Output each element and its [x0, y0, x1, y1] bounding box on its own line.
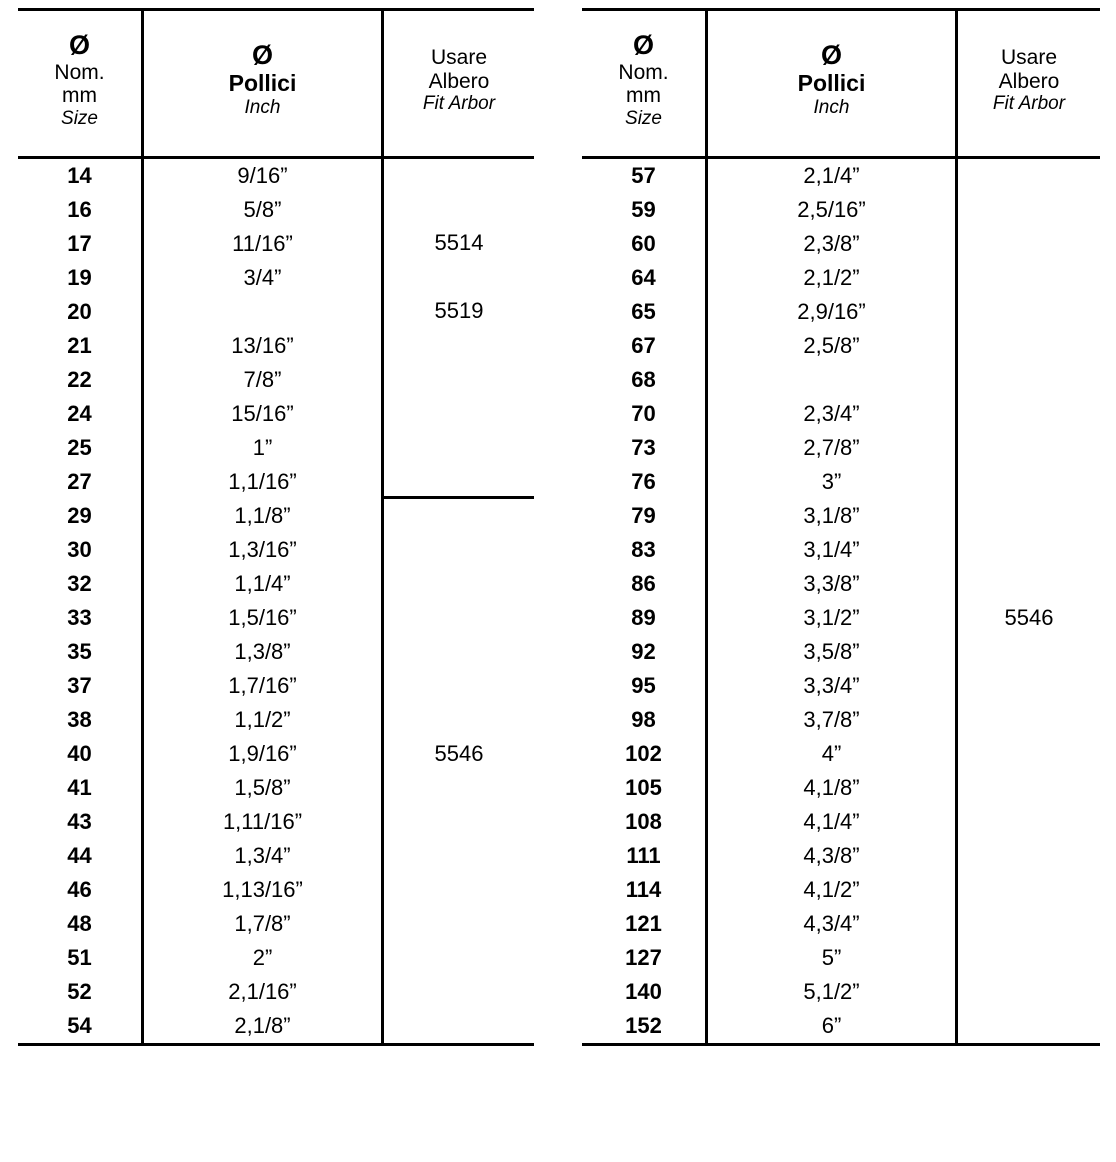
table-header-right [582, 11, 1100, 159]
header-inch-left [144, 11, 384, 156]
cell-inch: 4,1/8” [803, 775, 860, 800]
cell-fit-arbor-empty [456, 192, 462, 226]
column-inch-right [708, 159, 958, 1043]
cell-fit-arbor-empty [1026, 159, 1032, 193]
cell-inch: 1,1/2” [234, 707, 291, 732]
header-nominal-mm-right [582, 11, 708, 156]
cell-fit-arbor-empty [1026, 295, 1032, 329]
header-fit-arbor-label: Fit Arbor [422, 93, 496, 115]
arbor-group [958, 159, 1100, 1043]
cell-nominal-mm: 37 [67, 673, 92, 698]
cell-inch: 2,3/8” [803, 231, 860, 256]
cell-nominal-mm: 22 [67, 367, 92, 392]
header-inch-label: Inch [813, 97, 850, 119]
cell-fit-arbor-empty [1026, 737, 1032, 771]
cell-fit-arbor-empty [1026, 669, 1032, 703]
cell-inch: 3,5/8” [803, 639, 860, 664]
cell-fit-arbor: 5546 [1004, 605, 1054, 630]
cell-nominal-mm: 65 [631, 299, 656, 324]
cell-inch: 5” [821, 945, 842, 970]
cell-fit-arbor-empty [1026, 261, 1032, 295]
cell-nominal-mm: 14 [67, 163, 92, 188]
cell-fit-arbor-empty [456, 499, 462, 533]
cell-nominal-mm: 73 [631, 435, 656, 460]
cell-inch: 9/16” [237, 163, 288, 188]
cell-nominal-mm: 89 [631, 605, 656, 630]
cell-inch: 3” [821, 469, 842, 494]
cell-fit-arbor: 5514 [434, 229, 484, 255]
header-size-label: Size [625, 107, 662, 129]
cell-inch: 2,1/8” [234, 1013, 291, 1038]
cell-fit-arbor-empty [456, 839, 462, 873]
cell-nominal-mm: 29 [67, 503, 92, 528]
cell-fit-arbor-empty [456, 328, 462, 362]
cell-inch: 2,7/8” [803, 435, 860, 460]
cell-inch: 1,3/8” [234, 639, 291, 664]
header-size-label: Size [61, 107, 98, 129]
cell-nominal-mm: 95 [631, 673, 656, 698]
cell-fit-arbor-empty [456, 771, 462, 805]
cell-fit-arbor-empty [456, 260, 462, 294]
cell-nominal-mm: 44 [67, 843, 92, 868]
cell-fit-arbor: 5546 [434, 741, 484, 766]
cell-inch: 3/4” [243, 265, 282, 290]
cell-inch: 2,1/2” [803, 265, 860, 290]
header-arbor-left [384, 11, 534, 156]
cell-nominal-mm: 152 [625, 1013, 662, 1038]
cell-fit-arbor-empty [456, 362, 462, 396]
cell-fit-arbor-empty [456, 703, 462, 737]
column-mm-right [582, 159, 708, 1043]
cell-fit-arbor-empty [456, 669, 462, 703]
diameter-symbol-icon: Ø [251, 40, 273, 71]
cell-inch: 1,5/16” [228, 605, 297, 630]
cell-nominal-mm: 79 [631, 503, 656, 528]
header-nominal-mm-left [18, 11, 144, 156]
cell-fit-arbor-empty [1026, 907, 1032, 941]
cell-fit-arbor-empty [456, 873, 462, 907]
cell-fit-arbor-empty [456, 464, 462, 498]
cell-inch: 1,7/16” [228, 673, 297, 698]
cell-fit-arbor-empty [456, 635, 462, 669]
cell-inch: 2,5/8” [803, 333, 860, 358]
cell-inch: 4” [821, 741, 842, 766]
cell-nominal-mm: 46 [67, 877, 92, 902]
cell-nominal-mm: 17 [67, 231, 92, 256]
cell-fit-arbor-empty [1026, 703, 1032, 737]
cell-nominal-mm: 32 [67, 571, 92, 596]
cell-inch: 7/8” [243, 367, 282, 392]
cell-nominal-mm: 102 [625, 741, 662, 766]
cell-inch: 2,5/16” [797, 197, 866, 222]
cell-fit-arbor-empty [456, 907, 462, 941]
cell-nominal-mm: 41 [67, 775, 92, 800]
cell-inch: 5,1/2” [803, 979, 860, 1004]
cell-fit-arbor-empty [456, 1009, 462, 1043]
cell-fit-arbor-empty [1026, 873, 1032, 907]
cell-inch: 1,11/16” [222, 809, 303, 834]
cell-nominal-mm: 33 [67, 605, 92, 630]
cell-nominal-mm: 43 [67, 809, 92, 834]
cell-fit-arbor-empty [1026, 329, 1032, 363]
cell-fit-arbor-empty [1026, 567, 1032, 601]
cell-fit-arbor-empty [1026, 431, 1032, 465]
cell-fit-arbor-empty [456, 396, 462, 430]
header-usare-label: Usare [1000, 46, 1058, 70]
cell-inch: 11/16” [232, 231, 293, 256]
cell-inch: 5/8” [243, 197, 282, 222]
cell-inch: 3,3/4” [803, 673, 860, 698]
cell-nominal-mm: 35 [67, 639, 92, 664]
cell-inch: 2,3/4” [803, 401, 860, 426]
cell-fit-arbor-empty [1026, 465, 1032, 499]
cell-inch: 1,3/16” [228, 537, 297, 562]
table-body-left [18, 159, 534, 1043]
cell-nominal-mm: 19 [67, 265, 92, 290]
cell-inch: 3,1/4” [803, 537, 860, 562]
cell-fit-arbor-empty [1026, 805, 1032, 839]
cell-inch: 2,1/16” [228, 979, 297, 1004]
cell-inch: 4,1/4” [803, 809, 860, 834]
cell-nominal-mm: 60 [631, 231, 656, 256]
cell-inch: 1,7/8” [234, 911, 291, 936]
header-nom-label: Nom. [618, 60, 669, 84]
arbor-group [384, 159, 534, 499]
header-mm-label: mm [62, 84, 97, 108]
column-mm-left [18, 159, 144, 1043]
cell-inch: 13/16” [231, 333, 294, 358]
cell-inch: 1,9/16” [228, 741, 297, 766]
arbor-group [384, 499, 534, 1043]
cell-fit-arbor-empty [456, 941, 462, 975]
header-pollici-label: Pollici [228, 70, 297, 97]
cell-fit-arbor-empty [456, 601, 462, 635]
cell-inch: 15/16” [231, 401, 294, 426]
cell-nominal-mm: 52 [67, 979, 92, 1004]
cell-nominal-mm: 25 [67, 435, 92, 460]
cell-fit-arbor-empty [1026, 363, 1032, 397]
cell-inch: 3,1/8” [803, 503, 860, 528]
cell-inch: 3,1/2” [803, 605, 860, 630]
diameter-table-left [18, 8, 534, 1046]
cell-fit-arbor-empty [1026, 227, 1032, 261]
cell-nominal-mm: 48 [67, 911, 92, 936]
cell-nominal-mm: 67 [631, 333, 656, 358]
cell-fit-arbor-empty [1026, 975, 1032, 1009]
cell-inch: 1,5/8” [234, 775, 291, 800]
cell-fit-arbor-empty [1026, 941, 1032, 975]
cell-inch: 4,3/4” [803, 911, 860, 936]
cell-nominal-mm: 21 [67, 333, 92, 358]
cell-inch: 1,1/4” [234, 571, 291, 596]
cell-fit-arbor-empty [1026, 839, 1032, 873]
cell-nominal-mm: 68 [631, 367, 656, 392]
cell-fit-arbor-empty [1026, 771, 1032, 805]
cell-fit-arbor-empty [1026, 397, 1032, 431]
cell-fit-arbor-empty [456, 975, 462, 1009]
cell-inch: 6” [821, 1013, 842, 1038]
cell-inch: 1,13/16” [222, 877, 303, 902]
cell-inch: 1,1/16” [228, 469, 297, 494]
diameter-symbol-icon: Ø [632, 29, 654, 60]
cell-fit-arbor-empty [456, 430, 462, 464]
header-albero-label: Albero [998, 69, 1060, 93]
cell-inch: 4,1/2” [803, 877, 860, 902]
cell-nominal-mm: 92 [631, 639, 656, 664]
cell-fit-arbor-empty [456, 567, 462, 601]
cell-nominal-mm: 127 [625, 945, 662, 970]
cell-fit-arbor-empty [1026, 499, 1032, 533]
cell-fit-arbor-empty [1026, 635, 1032, 669]
column-inch-left [144, 159, 384, 1043]
diameter-table-right [582, 8, 1100, 1046]
cell-nominal-mm: 16 [67, 197, 92, 222]
header-arbor-right [958, 11, 1100, 156]
diameter-symbol-icon: Ø [68, 29, 90, 60]
cell-inch: 1,3/4” [234, 843, 291, 868]
header-usare-label: Usare [430, 46, 488, 70]
cell-nominal-mm: 54 [67, 1013, 92, 1038]
cell-nominal-mm: 57 [631, 163, 656, 188]
cell-nominal-mm: 30 [67, 537, 92, 562]
cell-fit-arbor-empty [456, 805, 462, 839]
cell-fit-arbor-empty [1026, 193, 1032, 227]
cell-nominal-mm: 98 [631, 707, 656, 732]
cell-inch: 3,3/8” [803, 571, 860, 596]
cell-nominal-mm: 70 [631, 401, 656, 426]
header-mm-label: mm [626, 84, 661, 108]
header-fit-arbor-label: Fit Arbor [992, 93, 1066, 115]
column-arbor-right [958, 159, 1100, 1043]
cell-nominal-mm: 27 [67, 469, 92, 494]
cell-nominal-mm: 20 [67, 299, 92, 324]
cell-inch: 4,3/8” [803, 843, 860, 868]
cell-nominal-mm: 51 [67, 945, 92, 970]
cell-nominal-mm: 83 [631, 537, 656, 562]
header-inch-right [708, 11, 958, 156]
cell-fit-arbor-empty [1026, 1009, 1032, 1043]
cell-fit-arbor-empty [1026, 533, 1032, 567]
cell-nominal-mm: 59 [631, 197, 656, 222]
cell-inch: 2” [252, 945, 273, 970]
cell-fit-arbor-empty [456, 158, 462, 192]
cell-nominal-mm: 140 [625, 979, 662, 1004]
table-header-left [18, 11, 534, 159]
header-albero-label: Albero [428, 69, 490, 93]
cell-inch [708, 363, 955, 397]
header-nom-label: Nom. [54, 60, 105, 84]
cell-nominal-mm: 38 [67, 707, 92, 732]
cell-inch: 2,1/4” [803, 163, 860, 188]
cell-inch: 1” [252, 435, 273, 460]
cell-nominal-mm: 86 [631, 571, 656, 596]
cell-nominal-mm: 24 [67, 401, 92, 426]
cell-nominal-mm: 40 [67, 741, 92, 766]
cell-nominal-mm: 111 [626, 843, 661, 868]
column-arbor-left [384, 159, 534, 1043]
diameter-symbol-icon: Ø [820, 40, 842, 71]
cell-nominal-mm: 121 [625, 911, 662, 936]
cell-nominal-mm: 114 [625, 877, 662, 902]
cell-nominal-mm: 105 [625, 775, 662, 800]
cell-inch [144, 295, 381, 329]
cell-fit-arbor: 5519 [434, 297, 484, 323]
table-body-right [582, 159, 1100, 1043]
cell-inch: 2,9/16” [797, 299, 866, 324]
cell-inch: 3,7/8” [803, 707, 860, 732]
header-inch-label: Inch [244, 97, 281, 119]
cell-nominal-mm: 64 [631, 265, 656, 290]
header-pollici-label: Pollici [797, 70, 866, 97]
cell-nominal-mm: 108 [625, 809, 662, 834]
cell-nominal-mm: 76 [631, 469, 656, 494]
cell-inch: 1,1/8” [234, 503, 291, 528]
cell-fit-arbor-empty [456, 533, 462, 567]
